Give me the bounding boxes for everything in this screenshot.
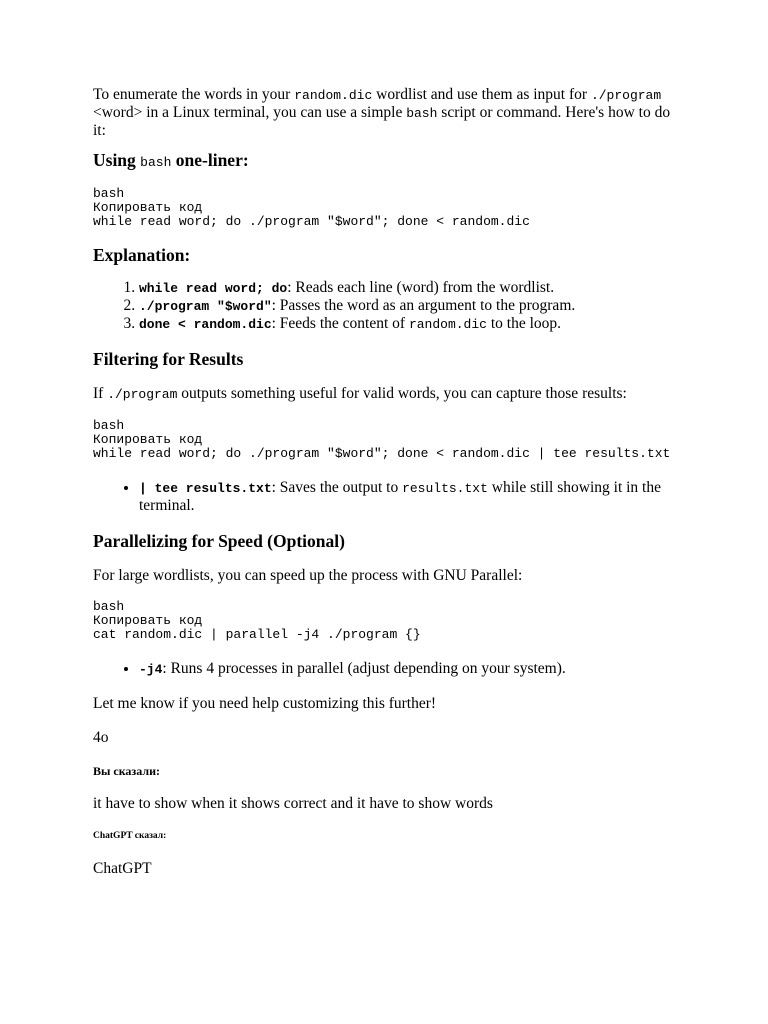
intro-paragraph [93, 86, 673, 139]
assistant-name: ChatGPT [93, 860, 152, 877]
inline-code: results.txt [402, 481, 488, 496]
user-label: Вы сказали: [93, 764, 161, 778]
inline-code: ./program [107, 387, 178, 402]
paragraph-text: If [93, 385, 108, 402]
inline-code: random.dic [408, 317, 487, 332]
intro-text: script or command. Here's how to do it: [93, 104, 671, 139]
copy-code-button[interactable]: Копировать код [93, 432, 203, 447]
list-text: : Runs 4 processes in parallel (adjust depending on your system). [162, 660, 566, 677]
heading-text: Using [93, 150, 141, 170]
section-heading: Explanation: [93, 245, 191, 265]
closing-paragraph: Let me know if you need help customizing this further! [93, 695, 437, 712]
code-language-label: bash [93, 599, 125, 614]
intro-text: <word> in a Linux terminal, you can use a simple [93, 104, 407, 121]
bullet-list [93, 479, 673, 514]
code-block [93, 419, 673, 461]
explanation-list [93, 279, 673, 333]
inline-code: bash [406, 106, 438, 121]
code-block [93, 187, 673, 229]
bullet-list [93, 660, 673, 678]
inline-code: while read word; do [139, 281, 288, 296]
heading-text: one-liner: [171, 150, 249, 170]
model-label: 4o [93, 729, 109, 746]
list-text: : Saves the output to [271, 479, 403, 496]
list-text: : Reads each line (word) from the wordlist. [287, 279, 555, 296]
code-line: while read word; do ./program "$word"; done < random.dic [93, 214, 530, 229]
inline-code: bash [140, 155, 172, 170]
copy-code-button[interactable]: Копировать код [93, 613, 203, 628]
list-text: : Feeds the content of [271, 315, 409, 332]
inline-code: -j4 [139, 662, 163, 677]
inline-code: ./program "$word" [139, 299, 272, 314]
list-item [139, 279, 673, 297]
inline-code: ./program [590, 88, 662, 103]
list-text: : Passes the word as an argument to the program. [271, 297, 576, 314]
code-language-label: bash [93, 186, 125, 201]
list-item [139, 297, 673, 315]
inline-code: | tee results.txt [139, 481, 272, 496]
list-text: while still showing it in the terminal. [139, 479, 661, 514]
document-page [93, 86, 673, 877]
assistant-label: ChatGPT сказал: [93, 831, 167, 841]
copy-code-button[interactable]: Копировать код [93, 200, 203, 215]
code-block [93, 600, 673, 642]
paragraph: For large wordlists, you can speed up the process with GNU Parallel: [93, 567, 523, 584]
code-language-label: bash [93, 418, 125, 433]
section-heading: Filtering for Results [93, 349, 244, 369]
user-message: it have to show when it shows correct and it have to show words [93, 795, 493, 812]
section-heading [93, 150, 673, 173]
list-item [139, 660, 673, 678]
inline-code: random.dic [294, 88, 373, 103]
list-item [139, 315, 673, 333]
paragraph-text: outputs something useful for valid words, you can capture those results: [177, 385, 627, 402]
code-line: cat random.dic | parallel -j4 ./program {} [93, 627, 421, 642]
intro-text: wordlist and use them as input for [372, 86, 591, 103]
intro-text: To enumerate the words in your [93, 86, 295, 103]
code-line: while read word; do ./program "$word"; done < random.dic | tee results.txt [93, 446, 671, 461]
paragraph [93, 385, 673, 403]
list-text: to the loop. [486, 315, 562, 332]
inline-code: done < random.dic [139, 317, 272, 332]
list-item [139, 479, 673, 514]
section-heading: Parallelizing for Speed (Optional) [93, 531, 345, 551]
